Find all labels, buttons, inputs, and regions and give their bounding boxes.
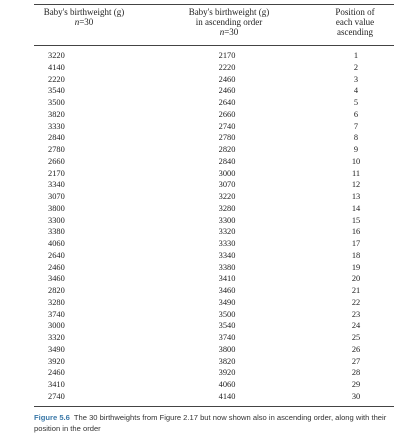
cell-position: 14	[351, 203, 361, 213]
table-row	[34, 62, 394, 74]
cell-ascending-birthweight: 3490	[218, 297, 236, 307]
cell-birthweight: 3070	[48, 192, 65, 201]
cell-birthweight: 4140	[48, 62, 65, 72]
cell-birthweight: 3920	[48, 356, 65, 366]
header-col2-line1: Baby's birthweight (g)	[188, 7, 270, 17]
cell-position: 6	[353, 109, 359, 119]
cell-birthweight: 3330	[48, 121, 65, 131]
table-bottom-rule	[34, 406, 394, 407]
table-row	[34, 309, 394, 321]
table-row	[34, 203, 394, 215]
header-col2-line2: in ascending order	[195, 17, 263, 27]
cell-birthweight: 2740	[48, 391, 65, 401]
cell-position: 19	[351, 262, 361, 272]
cell-ascending-birthweight: 3280	[218, 203, 236, 213]
cell-birthweight: 3500	[48, 98, 65, 107]
cell-ascending-birthweight: 3410	[218, 274, 236, 284]
cell-position: 21	[351, 286, 361, 295]
cell-position: 15	[351, 215, 361, 225]
cell-position: 25	[351, 333, 361, 342]
table-row	[34, 74, 394, 86]
cell-position: 28	[351, 368, 361, 378]
table-row	[34, 168, 394, 180]
header-col1-line1: Baby's birthweight (g)	[43, 7, 125, 17]
cell-birthweight: 2170	[48, 168, 65, 178]
cell-birthweight: 3280	[48, 297, 65, 307]
cell-birthweight: 3380	[48, 227, 65, 237]
cell-position: 5	[353, 98, 359, 107]
cell-birthweight: 3490	[48, 344, 65, 354]
cell-birthweight: 2820	[48, 286, 65, 295]
cell-ascending-birthweight: 2460	[218, 74, 236, 84]
header-col-position	[324, 7, 386, 37]
cell-birthweight: 3540	[48, 86, 65, 96]
cell-ascending-birthweight: 2170	[218, 51, 236, 60]
cell-position: 29	[351, 380, 361, 389]
cell-position: 4	[353, 86, 359, 96]
figure-caption	[34, 413, 409, 434]
cell-position: 18	[351, 250, 361, 260]
table-row	[34, 238, 394, 250]
cell-position: 12	[351, 180, 361, 190]
table-header	[34, 5, 394, 45]
header-col2-n-label: n	[219, 27, 225, 37]
header-col1-n-label: n	[74, 17, 80, 27]
header-col-ascending	[174, 7, 284, 37]
table-row	[34, 109, 394, 121]
cell-birthweight: 3220	[48, 51, 65, 60]
cell-position: 1	[353, 51, 359, 60]
cell-position: 2	[353, 62, 359, 72]
cell-ascending-birthweight: 3740	[218, 333, 236, 342]
cell-position: 9	[353, 145, 359, 154]
cell-birthweight: 3740	[48, 309, 65, 319]
cell-birthweight: 2640	[48, 250, 65, 260]
cell-position: 30	[351, 391, 361, 401]
table-row	[34, 179, 394, 191]
header-col2-n	[174, 27, 284, 37]
table-row	[34, 344, 394, 356]
cell-birthweight: 3000	[48, 321, 65, 331]
cell-birthweight: 2220	[48, 74, 65, 84]
cell-ascending-birthweight: 3500	[218, 309, 236, 319]
cell-birthweight: 2460	[48, 368, 65, 378]
cell-ascending-birthweight: 3380	[218, 262, 236, 272]
cell-position: 23	[351, 309, 361, 319]
header-col3-line1: Position of	[335, 7, 375, 17]
table-row	[34, 320, 394, 332]
cell-ascending-birthweight: 3340	[218, 250, 236, 260]
cell-ascending-birthweight: 3320	[218, 227, 236, 237]
table-row	[34, 285, 394, 297]
cell-position: 17	[351, 239, 361, 248]
cell-position: 24	[351, 321, 361, 331]
cell-birthweight: 3340	[48, 180, 65, 190]
table-row	[34, 391, 394, 403]
cell-position: 20	[351, 274, 361, 284]
table-row	[34, 215, 394, 227]
cell-ascending-birthweight: 2460	[218, 86, 236, 96]
cell-ascending-birthweight: 4140	[218, 391, 236, 401]
cell-ascending-birthweight: 3070	[218, 180, 236, 190]
header-col3-line3: ascending	[337, 27, 373, 37]
cell-birthweight: 2840	[48, 133, 65, 143]
table-body	[34, 46, 394, 403]
cell-ascending-birthweight: 3000	[218, 168, 236, 178]
cell-birthweight: 2660	[48, 156, 65, 166]
table-row	[34, 379, 394, 391]
cell-position: 10	[351, 156, 361, 166]
cell-position: 11	[351, 168, 361, 178]
cell-ascending-birthweight: 2820	[218, 145, 236, 154]
table-row	[34, 191, 394, 203]
header-col1-n-value: =30	[79, 17, 94, 27]
table-row	[34, 97, 394, 109]
cell-ascending-birthweight: 2660	[218, 109, 236, 119]
header-col3-line2: each value	[335, 17, 375, 27]
table-row	[34, 297, 394, 309]
cell-position: 26	[351, 344, 361, 354]
cell-ascending-birthweight: 2640	[218, 98, 236, 107]
table-row	[34, 85, 394, 97]
cell-birthweight: 2460	[48, 262, 65, 272]
cell-ascending-birthweight: 3220	[218, 192, 236, 201]
cell-ascending-birthweight: 2780	[218, 133, 236, 143]
cell-birthweight: 4060	[48, 239, 65, 248]
table-row	[34, 144, 394, 156]
cell-birthweight: 3410	[48, 380, 65, 389]
cell-position: 8	[353, 133, 359, 143]
cell-ascending-birthweight: 3820	[218, 356, 236, 366]
cell-position: 22	[351, 297, 361, 307]
table-row	[34, 226, 394, 238]
cell-birthweight: 2780	[48, 145, 65, 154]
cell-position: 16	[351, 227, 361, 237]
cell-ascending-birthweight: 4060	[218, 380, 236, 389]
table-row	[34, 332, 394, 344]
figure-label: Figure 5.6	[34, 413, 70, 422]
cell-ascending-birthweight: 2220	[218, 62, 236, 72]
table-row	[34, 50, 394, 62]
cell-birthweight: 3460	[48, 274, 65, 284]
table-row	[34, 273, 394, 285]
cell-ascending-birthweight: 3800	[218, 344, 236, 354]
header-col1-n	[34, 17, 134, 27]
table-row	[34, 367, 394, 379]
cell-birthweight: 3800	[48, 203, 65, 213]
cell-ascending-birthweight: 2840	[218, 156, 236, 166]
cell-ascending-birthweight: 3540	[218, 321, 236, 331]
cell-position: 3	[353, 74, 359, 84]
cell-ascending-birthweight: 3460	[218, 286, 236, 295]
cell-position: 27	[351, 356, 361, 366]
cell-ascending-birthweight: 3920	[218, 368, 236, 378]
cell-ascending-birthweight: 3330	[218, 239, 236, 248]
cell-ascending-birthweight: 2740	[218, 121, 236, 131]
figure-caption-text: The 30 birthweights from Figure 2.17 but now shown also in ascending order, along with their position in the order	[34, 413, 387, 433]
table-row	[34, 132, 394, 144]
table-row	[34, 262, 394, 274]
cell-position: 7	[353, 121, 359, 131]
birthweight-table	[34, 4, 394, 407]
table-row	[34, 250, 394, 262]
cell-ascending-birthweight: 3300	[218, 215, 236, 225]
cell-birthweight: 3820	[48, 109, 65, 119]
header-col2-n-value: =30	[224, 27, 239, 37]
table-row	[34, 356, 394, 368]
cell-position: 13	[351, 192, 361, 201]
header-col-birthweight	[34, 7, 134, 27]
table-row	[34, 156, 394, 168]
cell-birthweight: 3300	[48, 215, 65, 225]
table-row	[34, 121, 394, 133]
cell-birthweight: 3320	[48, 333, 65, 342]
